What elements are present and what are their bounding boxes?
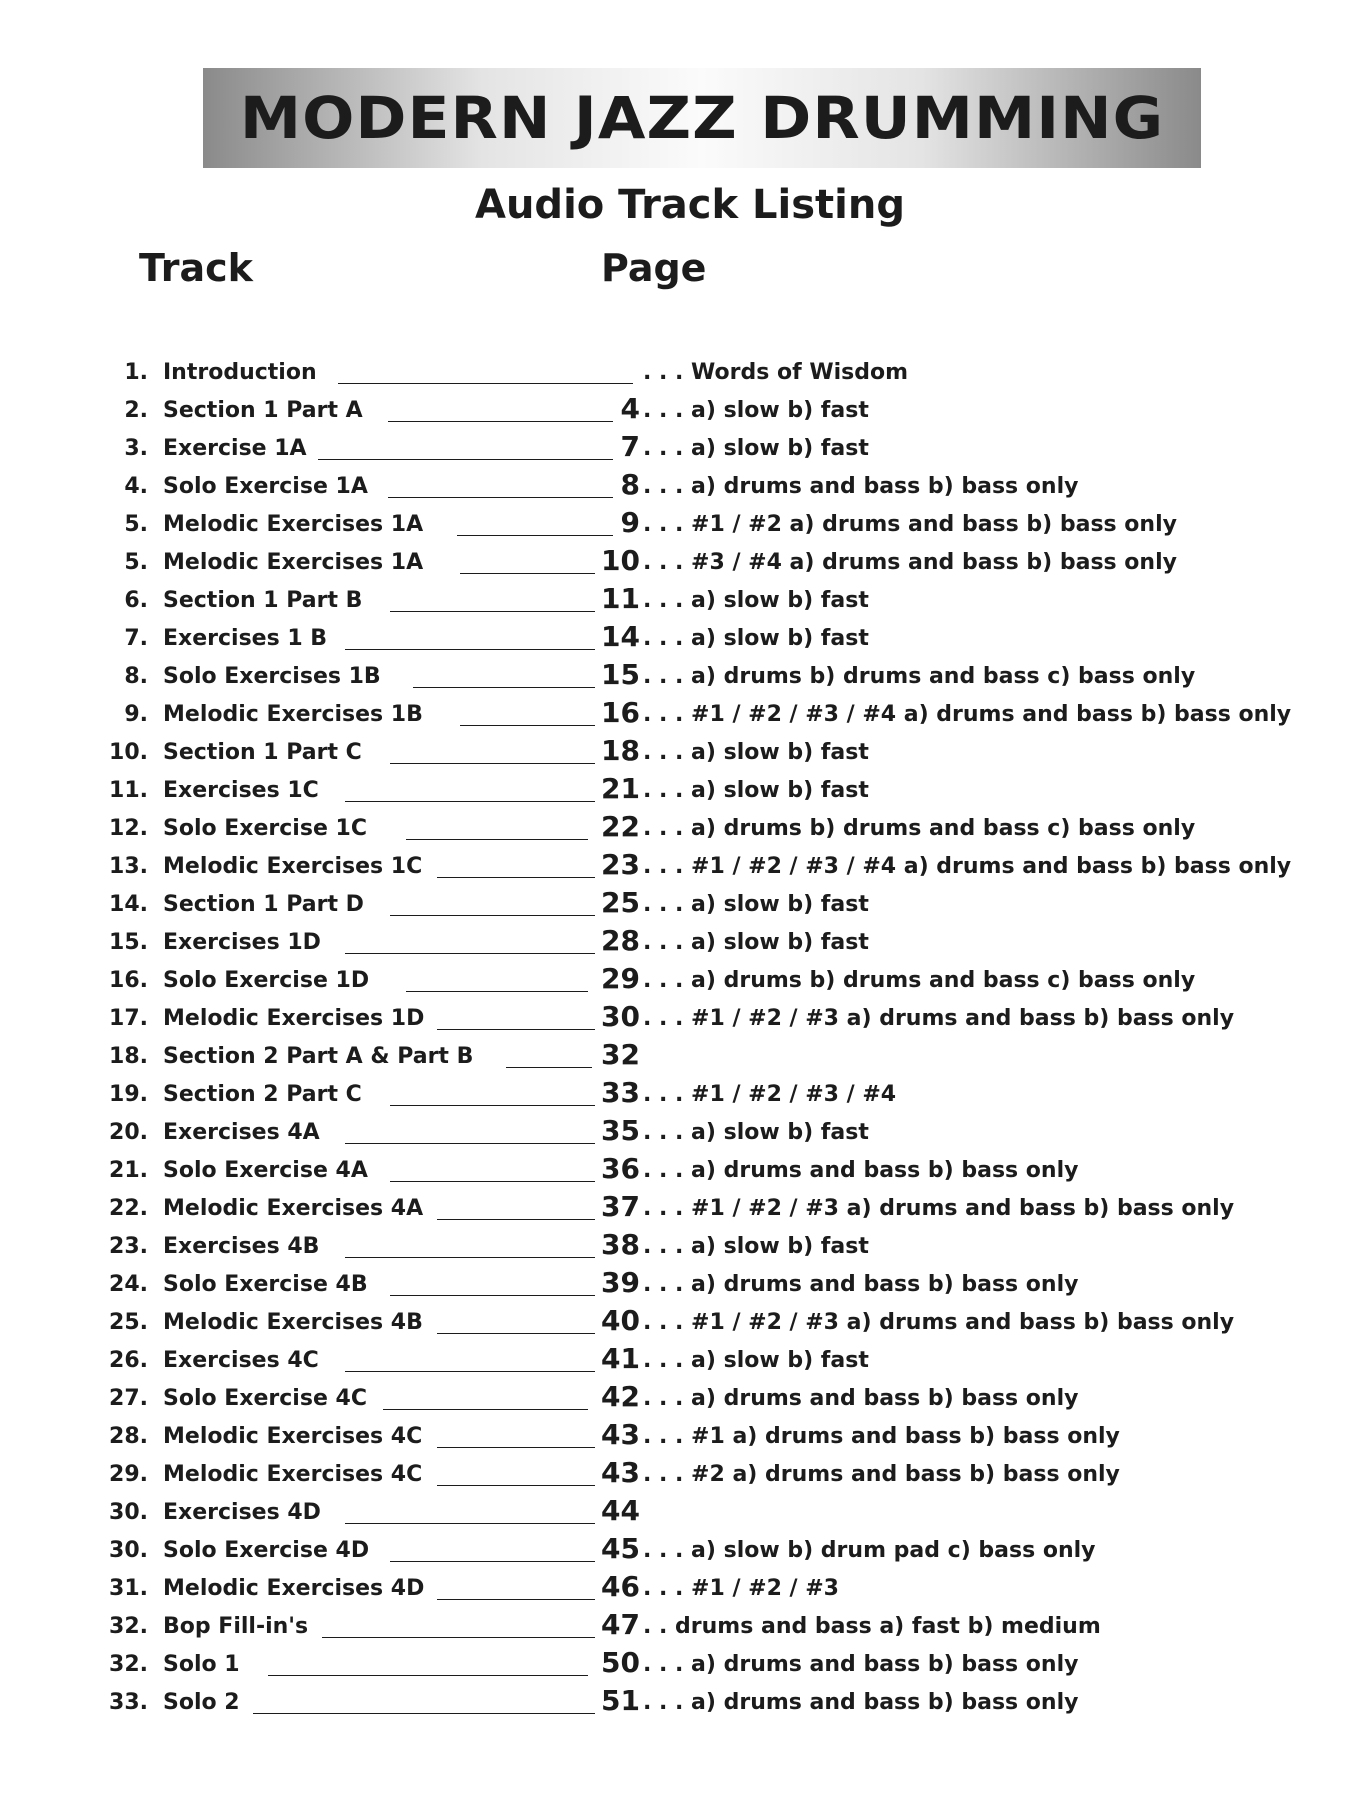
track-description: . . . a) slow b) fast [643,892,869,917]
track-row [0,1608,1350,1646]
track-number: 5. [124,550,148,575]
track-page-number: 18 [601,734,640,767]
track-number: 12. [109,816,148,841]
track-page-number: 22 [601,810,640,843]
track-title: Exercises 4D [163,1500,321,1525]
track-number: 25. [109,1310,148,1335]
track-number: 7. [124,626,148,651]
track-row [0,1380,1350,1418]
track-row [0,430,1350,468]
track-number: 30. [109,1538,148,1563]
track-row [0,1190,1350,1228]
track-description: . . drums and bass a) fast b) medium [643,1614,1101,1639]
track-page-number: 32 [601,1038,640,1071]
track-page-number: 37 [601,1190,640,1223]
track-description: . . . #3 / #4 a) drums and bass b) bass only [643,550,1177,575]
leader-line [460,573,595,574]
track-row [0,354,1350,392]
track-page-number: 14 [601,620,640,653]
leader-line [345,1371,595,1372]
track-title: Solo Exercises 1B [163,664,381,689]
track-row [0,1076,1350,1114]
track-description: . . . #1 / #2 / #3 / #4 a) drums and bass b) bass only [643,702,1292,727]
track-number: 8. [124,664,148,689]
track-page-number: 30 [601,1000,640,1033]
track-title: Section 2 Part A & Part B [163,1044,474,1069]
track-page-number: 29 [601,962,640,995]
track-title: Solo Exercise 4D [163,1538,370,1563]
track-page-number: 40 [601,1304,640,1337]
leader-line [345,649,595,650]
track-description: . . . #1 / #2 / #3 / #4 [643,1082,897,1107]
track-number: 29. [109,1462,148,1487]
track-page-number: 33 [601,1076,640,1109]
leader-line [268,1675,588,1676]
track-number: 3. [124,436,148,461]
track-row [0,810,1350,848]
track-row [0,734,1350,772]
track-number: 27. [109,1386,148,1411]
track-row [0,848,1350,886]
track-description: . . . a) drums b) drums and bass c) bass only [643,968,1196,993]
track-title: Melodic Exercises 1A [163,512,424,537]
track-page-number: 44 [601,1494,640,1527]
track-description: . . . a) drums b) drums and bass c) bass only [643,664,1196,689]
track-row [0,1456,1350,1494]
track-title: Melodic Exercises 1D [163,1006,425,1031]
leader-line [460,725,595,726]
track-page-number: 42 [601,1380,640,1413]
track-number: 26. [109,1348,148,1373]
track-title: Exercises 4A [163,1120,320,1145]
track-number: 21. [109,1158,148,1183]
track-page-number: 15 [601,658,640,691]
track-title: Exercises 1D [163,930,321,955]
track-title: Melodic Exercises 4A [163,1196,424,1221]
track-number: 14. [109,892,148,917]
track-page-number: 38 [601,1228,640,1261]
track-title: Exercises 4C [163,1348,319,1373]
track-number: 18. [109,1044,148,1069]
track-row [0,1152,1350,1190]
track-description: . . . #2 a) drums and bass b) bass only [643,1462,1120,1487]
track-number: 4. [124,474,148,499]
track-page-number: 36 [601,1152,640,1185]
track-title: Exercise 1A [163,436,307,461]
track-description: . . . a) slow b) fast [643,778,869,803]
track-row [0,1228,1350,1266]
track-description: . . . Words of Wisdom [643,360,909,385]
track-row [0,1114,1350,1152]
track-number: 33. [109,1690,148,1715]
track-row [0,620,1350,658]
track-row [0,392,1350,430]
track-title: Melodic Exercises 4D [163,1576,425,1601]
leader-line [253,1713,595,1714]
leader-line [345,953,595,954]
leader-line [390,1561,595,1562]
track-description: . . . a) slow b) fast [643,588,869,613]
track-number: 24. [109,1272,148,1297]
track-row [0,1494,1350,1532]
track-description: . . . a) drums and bass b) bass only [643,1690,1079,1715]
track-description: . . . a) slow b) fast [643,626,869,651]
track-number: 13. [109,854,148,879]
track-title: Melodic Exercises 4B [163,1310,423,1335]
track-description: . . . #1 / #2 / #3 a) drums and bass b) bass only [643,1006,1235,1031]
track-page-number: 50 [601,1646,640,1679]
track-number: 31. [109,1576,148,1601]
track-number: 5. [124,512,148,537]
track-page-number: 4 [620,392,640,425]
track-title: Solo Exercise 1C [163,816,367,841]
leader-line [437,1219,595,1220]
track-row [0,1000,1350,1038]
track-title: Melodic Exercises 1C [163,854,423,879]
track-title: Solo Exercise 1D [163,968,370,993]
track-description: . . . a) slow b) fast [643,1348,869,1373]
track-title: Solo Exercise 4C [163,1386,367,1411]
track-title: Exercises 1 B [163,626,328,651]
track-row [0,886,1350,924]
track-page-number: 39 [601,1266,640,1299]
track-description: . . . #1 / #2 / #3 a) drums and bass b) bass only [643,1196,1235,1221]
track-description: . . . #1 / #2 a) drums and bass b) bass only [643,512,1177,537]
track-row [0,1684,1350,1722]
track-page-number: 43 [601,1456,640,1489]
track-number: 1. [124,360,148,385]
track-title: Section 1 Part D [163,892,364,917]
track-number: 9. [124,702,148,727]
track-title: Section 1 Part A [163,398,363,423]
track-page-number: 46 [601,1570,640,1603]
leader-line [390,611,595,612]
track-description: . . . a) slow b) fast [643,930,869,955]
leader-line [406,839,588,840]
track-title: Exercises 4B [163,1234,320,1259]
track-row [0,772,1350,810]
track-title: Solo Exercise 4B [163,1272,368,1297]
track-row [0,696,1350,734]
track-number: 22. [109,1196,148,1221]
track-title: Melodic Exercises 4C [163,1462,423,1487]
track-number: 32. [109,1614,148,1639]
leader-line [457,535,613,536]
page-column-heading: Page [601,246,707,290]
track-row [0,1570,1350,1608]
track-row [0,1646,1350,1684]
track-description: . . . a) drums and bass b) bass only [643,1158,1079,1183]
track-row [0,544,1350,582]
track-number: 2. [124,398,148,423]
track-description: . . . a) drums and bass b) bass only [643,1652,1079,1677]
track-page-number: 8 [620,468,640,501]
track-description: . . . a) slow b) fast [643,1234,869,1259]
track-page-number: 7 [620,430,640,463]
track-row [0,962,1350,1000]
track-title: Melodic Exercises 1A [163,550,424,575]
track-row [0,582,1350,620]
track-number: 6. [124,588,148,613]
track-page-number: 21 [601,772,640,805]
leader-line [390,1181,595,1182]
track-title: Melodic Exercises 4C [163,1424,423,1449]
track-page-number: 28 [601,924,640,957]
track-title: Section 1 Part B [163,588,363,613]
leader-line [437,1485,595,1486]
track-row [0,1532,1350,1570]
track-page-number: 47 [601,1608,640,1641]
track-title: Solo 1 [163,1652,240,1677]
track-description: . . . a) drums and bass b) bass only [643,1272,1079,1297]
leader-line [388,497,613,498]
leader-line [437,1333,595,1334]
leader-line [345,1523,595,1524]
track-list [0,354,1350,1722]
leader-line [318,459,613,460]
leader-line [413,687,595,688]
track-page-number: 35 [601,1114,640,1147]
track-description: . . . a) drums and bass b) bass only [643,474,1079,499]
track-description: . . . a) drums and bass b) bass only [643,1386,1079,1411]
track-description: . . . a) slow b) fast [643,1120,869,1145]
leader-line [390,1105,595,1106]
track-description: . . . a) slow b) fast [643,740,869,765]
track-title: Melodic Exercises 1B [163,702,423,727]
track-number: 10. [109,740,148,765]
track-description: . . . #1 a) drums and bass b) bass only [643,1424,1120,1449]
track-number: 19. [109,1082,148,1107]
track-description: . . . #1 / #2 / #3 [643,1576,839,1601]
track-description: . . . a) slow b) fast [643,436,869,461]
track-description: . . . #1 / #2 / #3 / #4 a) drums and bass b) bass only [643,854,1292,879]
track-page-number: 10 [601,544,640,577]
track-number: 30. [109,1500,148,1525]
leader-line [322,1637,595,1638]
leader-line [437,1447,595,1448]
track-title: Section 1 Part C [163,740,362,765]
track-title: Exercises 1C [163,778,319,803]
track-row [0,1038,1350,1076]
track-page-number: 43 [601,1418,640,1451]
track-number: 20. [109,1120,148,1145]
track-page-number: 25 [601,886,640,919]
track-title: Solo Exercise 4A [163,1158,368,1183]
leader-line [345,1143,595,1144]
track-title: Section 2 Part C [163,1082,362,1107]
track-number: 23. [109,1234,148,1259]
leader-line [437,1029,595,1030]
track-row [0,658,1350,696]
leader-line [338,383,633,384]
track-number: 11. [109,778,148,803]
leader-line [437,1599,595,1600]
track-page-number: 41 [601,1342,640,1375]
track-row [0,506,1350,544]
track-row [0,1418,1350,1456]
track-number: 32. [109,1652,148,1677]
track-page-number: 23 [601,848,640,881]
leader-line [390,1295,595,1296]
track-page-number: 51 [601,1684,640,1717]
book-title: MODERN JAZZ DRUMMING [239,84,1165,152]
leader-line [388,421,613,422]
leader-line [437,877,595,878]
track-row [0,924,1350,962]
leader-line [345,801,595,802]
leader-line [390,763,595,764]
leader-line [345,1257,595,1258]
track-number: 28. [109,1424,148,1449]
leader-line [390,915,595,916]
leader-line [383,1409,588,1410]
leader-line [506,1067,592,1068]
title-banner [203,68,1201,168]
track-page-number: 9 [620,506,640,539]
track-description: . . . a) slow b) drum pad c) bass only [643,1538,1096,1563]
track-number: 15. [109,930,148,955]
track-title: Introduction [163,360,317,385]
track-description: . . . a) drums b) drums and bass c) bass only [643,816,1196,841]
track-number: 16. [109,968,148,993]
track-description: . . . #1 / #2 / #3 a) drums and bass b) bass only [643,1310,1235,1335]
track-column-heading: Track [139,246,253,290]
track-page-number: 11 [601,582,640,615]
track-number: 17. [109,1006,148,1031]
track-title: Solo Exercise 1A [163,474,368,499]
track-row [0,1266,1350,1304]
track-description: . . . a) slow b) fast [643,398,869,423]
track-title: Bop Fill-in's [163,1614,309,1639]
leader-line [406,991,588,992]
track-title: Solo 2 [163,1690,240,1715]
page-subtitle: Audio Track Listing [475,182,905,228]
track-page-number: 45 [601,1532,640,1565]
track-row [0,1304,1350,1342]
track-row [0,1342,1350,1380]
track-page-number: 16 [601,696,640,729]
track-row [0,468,1350,506]
